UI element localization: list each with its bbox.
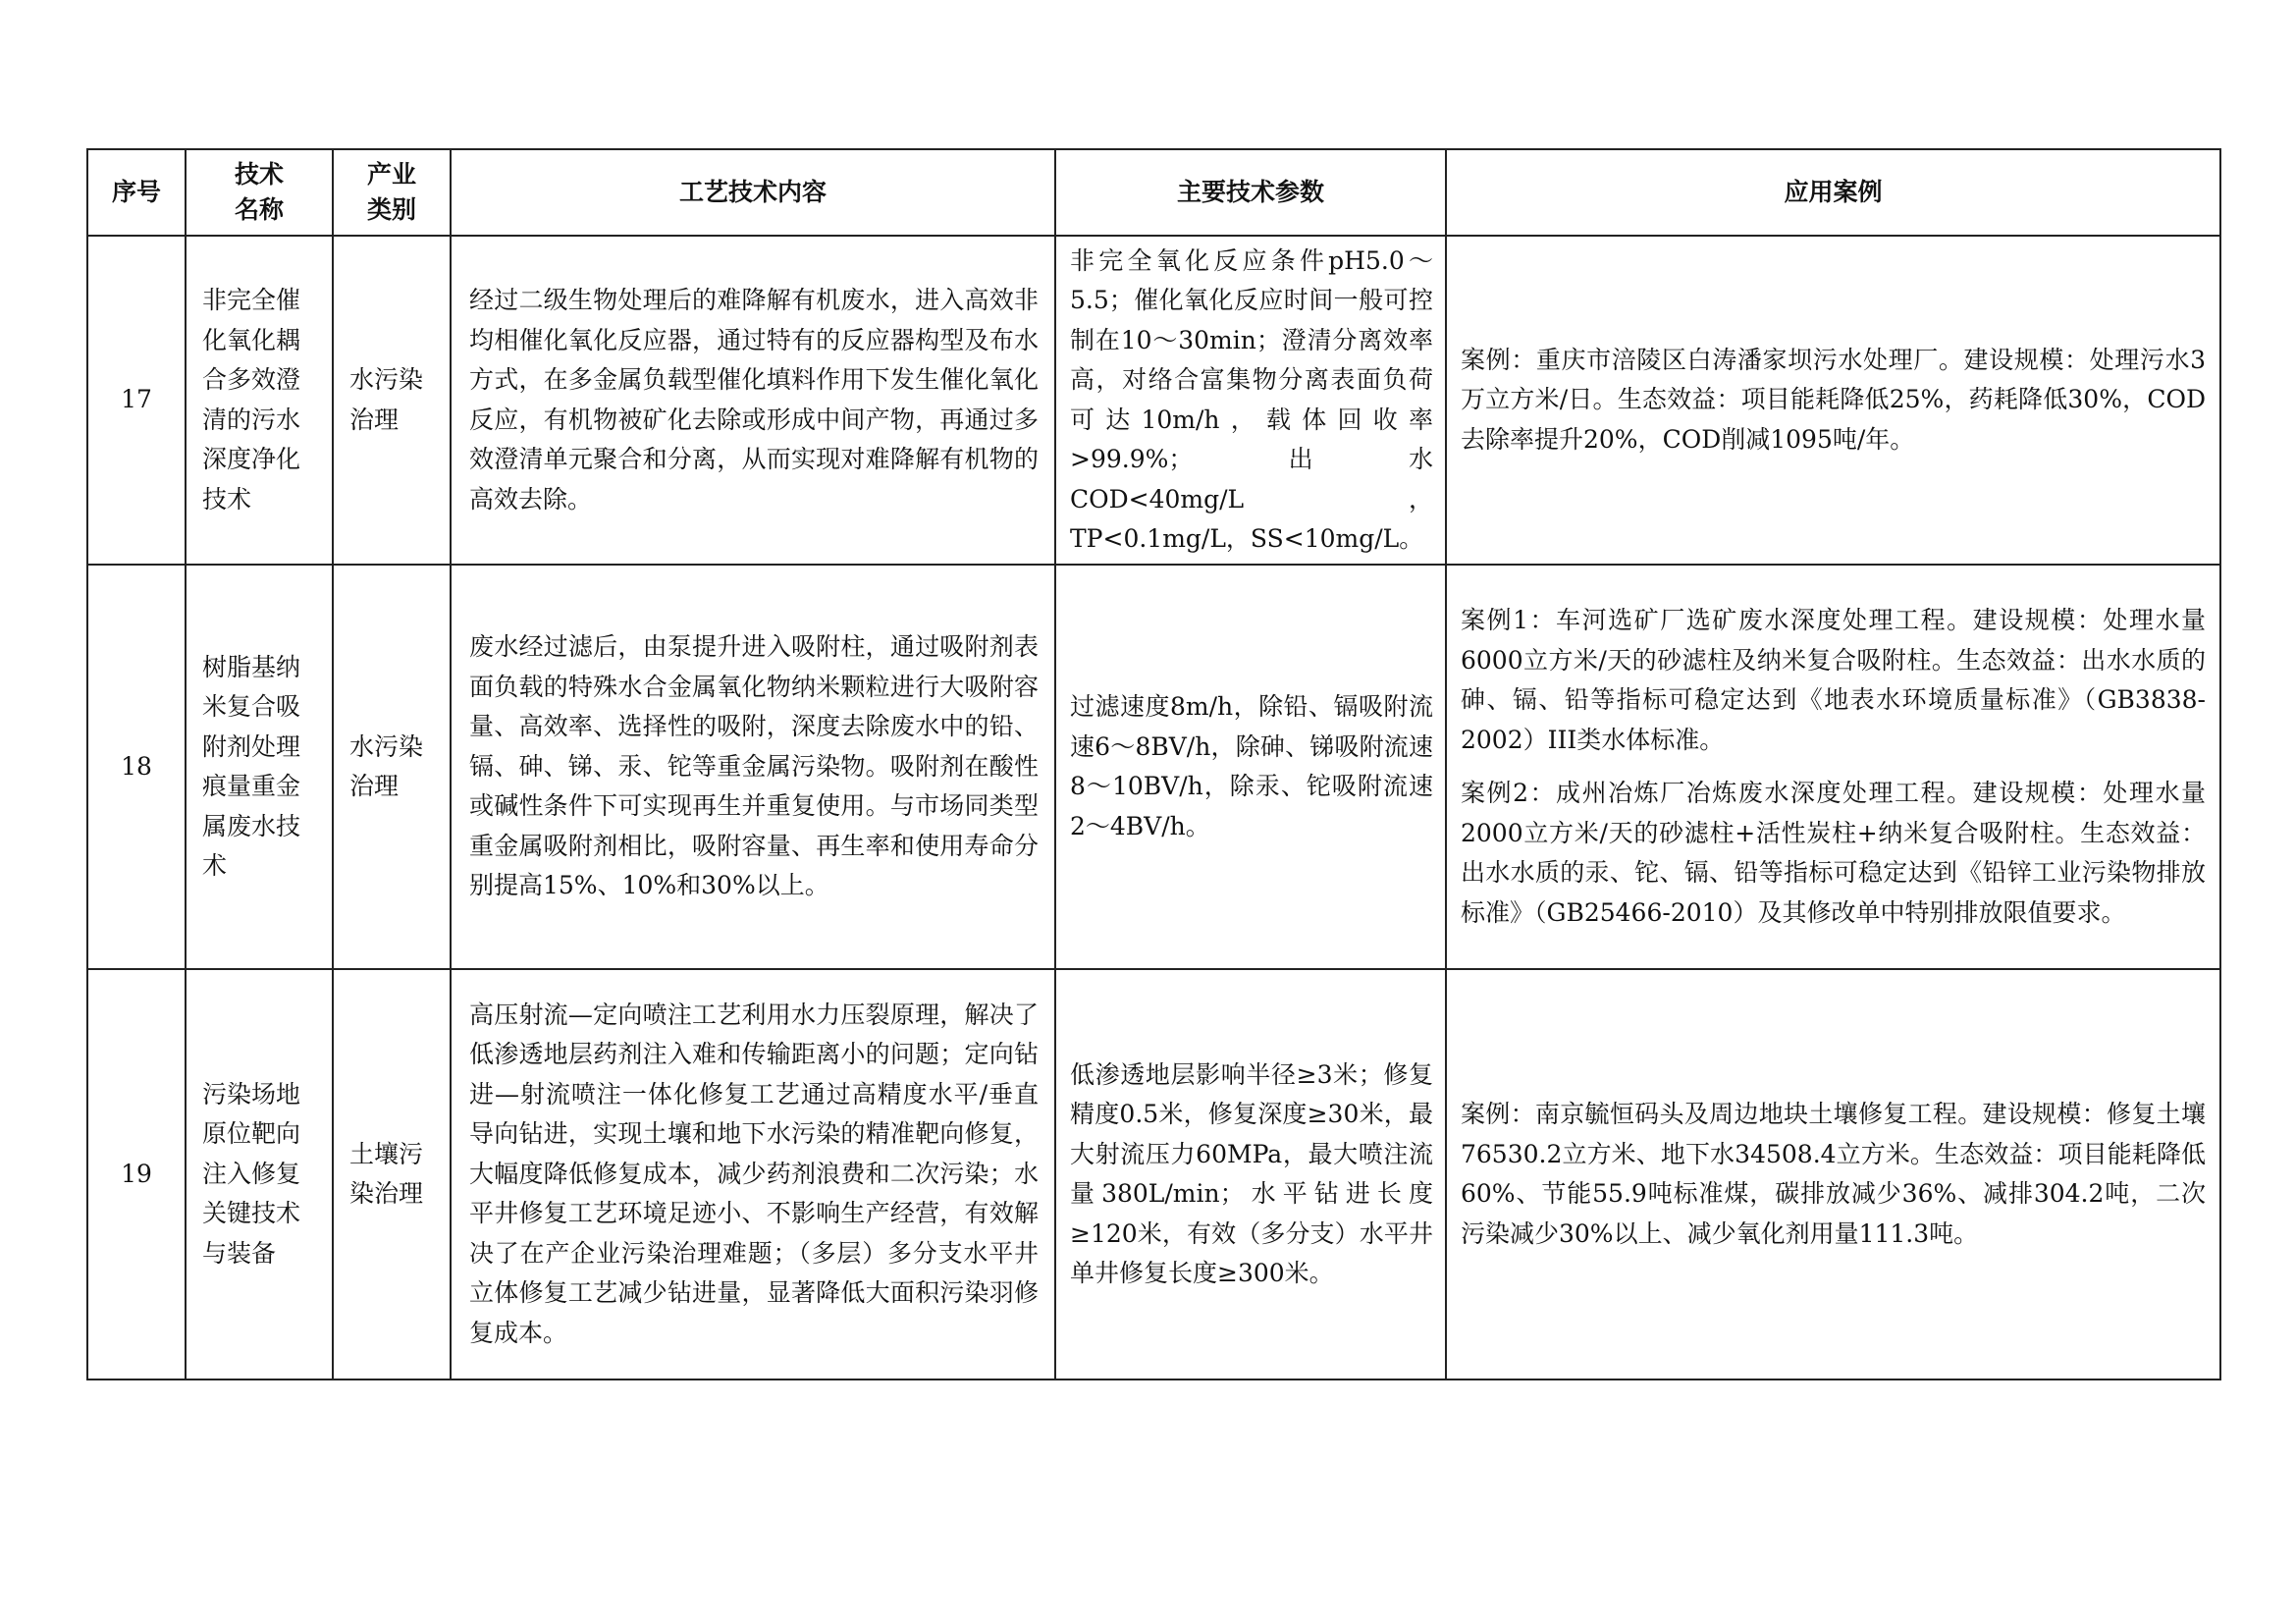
technology-name: 污染场地 原位靶向 注入修复 关键技术 与装备	[186, 969, 333, 1380]
technical-parameters: 低渗透地层影响半径≥3米；修复精度0.5米，修复深度≥30米，最大射流压力60MPa，最大喷注流量380L/min；水平钻进长度≥120米，有效（多分支）水平井单井修复长度≥300米。	[1055, 969, 1446, 1380]
case-item: 案例：重庆市涪陵区白涛潘家坝污水处理厂。建设规模：处理污水3万立方米/日。生态效益：项目能耗降低25%，药耗降低30%，COD去除率提升20%，COD削减1095吨/年。	[1461, 345, 2206, 454]
case-item: 案例2：成州冶炼厂冶炼废水深度处理工程。建设规模：处理水量2000立方米/天的砂滤柱+活性炭柱+纳米复合吸附柱。生态效益：出水水质的汞、铊、镉、铅等指标可稳定达到《铅锌工业污染物排放标准》（GB25466-2010）及其修改单中特别排放限值要求。	[1461, 779, 2206, 927]
technology-table	[86, 148, 2221, 1380]
table-row	[87, 236, 2220, 565]
technology-name: 树脂基纳 米复合吸 附剂处理 痕量重金 属废水技 术	[186, 565, 333, 969]
process-content: 高压射流—定向喷注工艺利用水力压裂原理，解决了低渗透地层药剂注入难和传输距离小的问题；定向钻进—射流喷注一体化修复工艺通过高精度水平/垂直导向钻进，实现土壤和地下水污染的精准靶向修复，大幅度降低修复成本，减少药剂浪费和二次污染；水平井修复工艺环境足迹小、不影响生产经营，有效解决了在产企业污染治理难题；（多层）多分支水平井立体修复工艺减少钻进量，显著降低大面积污染羽修复成本。	[451, 969, 1055, 1380]
process-content: 经过二级生物处理后的难降解有机废水，进入高效非均相催化氧化反应器，通过特有的反应器构型及布水方式，在多金属负载型催化填料作用下发生催化氧化反应，有机物被矿化去除或形成中间产物，再通过多效澄清单元聚合和分离，从而实现对难降解有机物的高效去除。	[451, 236, 1055, 565]
table-row	[87, 565, 2220, 969]
header-no: 序号	[87, 149, 186, 236]
row-number: 19	[87, 969, 186, 1380]
header-name: 技术 名称	[186, 149, 333, 236]
row-number: 18	[87, 565, 186, 969]
technical-parameters: 过滤速度8m/h，除铅、镉吸附流速6～8BV/h，除砷、锑吸附流速8～10BV/h，除汞、铊吸附流速2～4BV/h。	[1055, 565, 1446, 969]
application-cases	[1446, 969, 2220, 1380]
process-content: 废水经过滤后，由泵提升进入吸附柱，通过吸附剂表面负载的特殊水合金属氧化物纳米颗粒进行大吸附容量、高效率、选择性的吸附，深度去除废水中的铅、镉、砷、锑、汞、铊等重金属污染物。吸附剂在酸性或碱性条件下可实现再生并重复使用。与市场同类型重金属吸附剂相比，吸附容量、再生率和使用寿命分别提高15%、10%和30%以上。	[451, 565, 1055, 969]
header-row	[87, 149, 2220, 236]
header-process: 工艺技术内容	[451, 149, 1055, 236]
case-item: 案例1：车河选矿厂选矿废水深度处理工程。建设规模：处理水量6000立方米/天的砂滤柱及纳米复合吸附柱。生态效益：出水水质的砷、镉、铅等指标可稳定达到《地表水环境质量标准》（GB3838-2002）III类水体标准。	[1461, 606, 2206, 754]
industry-category: 水污染 治理	[333, 565, 451, 969]
technical-parameters: 非完全氧化反应条件pH5.0～5.5；催化氧化反应时间一般可控制在10～30min；澄清分离效率高，对络合富集物分离表面负荷可达10m/h，载体回收率>99.9%；出水COD<40mg/L，TP<0.1mg/L，SS<10mg/L。	[1055, 236, 1446, 565]
row-number: 17	[87, 236, 186, 565]
application-cases	[1446, 565, 2220, 969]
technology-name: 非完全催 化氧化耦 合多效澄 清的污水 深度净化 技术	[186, 236, 333, 565]
header-params: 主要技术参数	[1055, 149, 1446, 236]
case-item: 案例：南京毓恒码头及周边地块土壤修复工程。建设规模：修复土壤76530.2立方米、地下水34508.4立方米。生态效益：项目能耗降低60%、节能55.9吨标准煤，碳排放减少36%、减排304.2吨，二次污染减少30%以上、减少氧化剂用量111.3吨。	[1461, 1100, 2206, 1248]
industry-category: 土壤污 染治理	[333, 969, 451, 1380]
header-category: 产业 类别	[333, 149, 451, 236]
header-cases: 应用案例	[1446, 149, 2220, 236]
industry-category: 水污染 治理	[333, 236, 451, 565]
table-row	[87, 969, 2220, 1380]
application-cases	[1446, 236, 2220, 565]
